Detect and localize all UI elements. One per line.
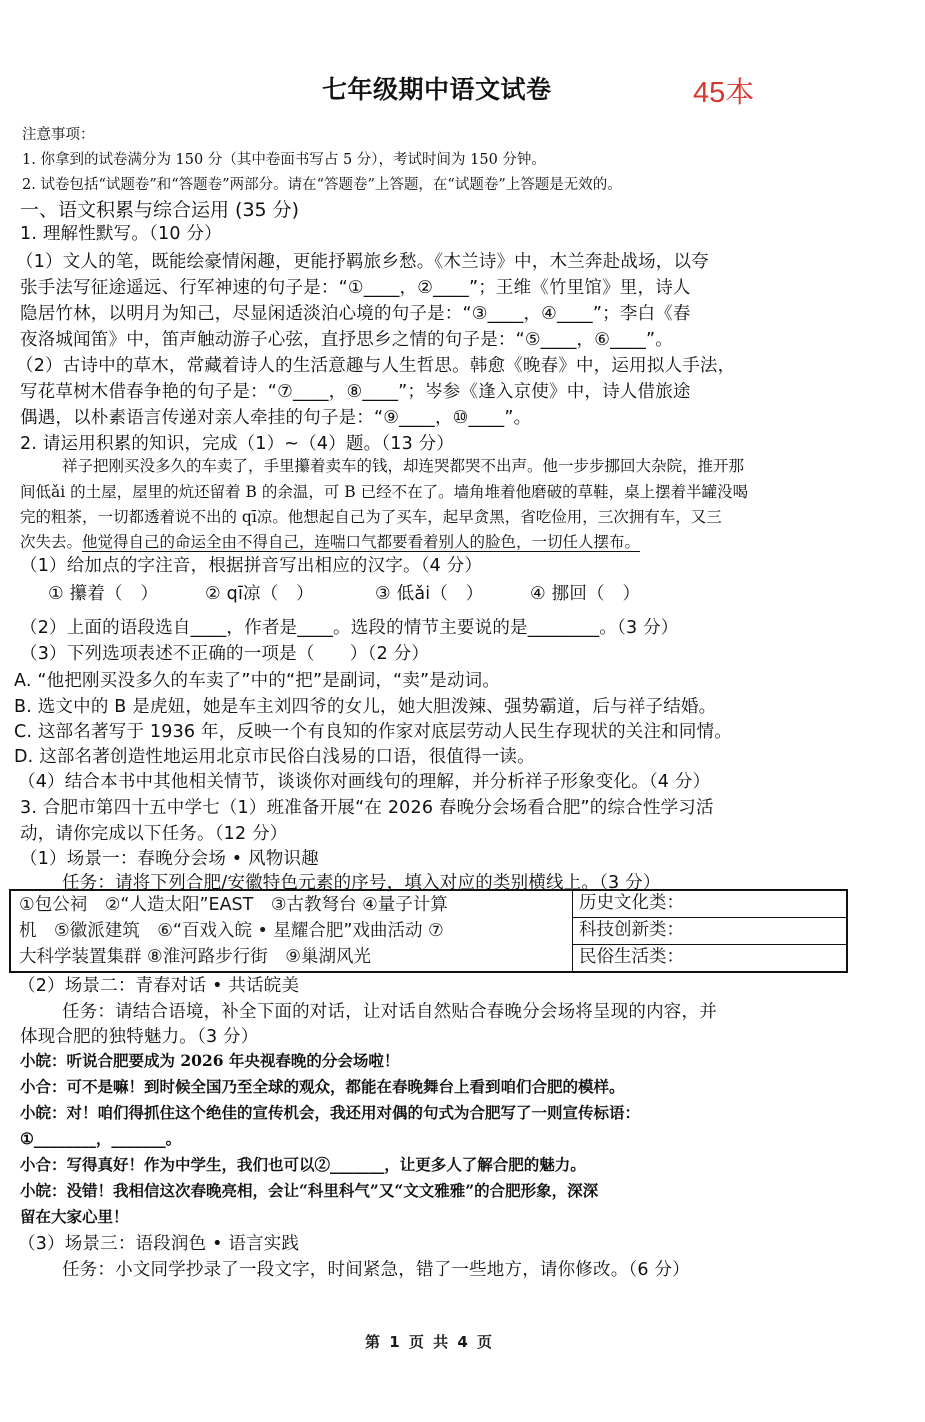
option-c: C. 这部名著写于 1936 年，反映一个有良知的作家对底层劳动人民生存现状的关注和同情。: [14, 722, 733, 742]
page-number: 第 1 页 共 4 页: [365, 1333, 494, 1351]
pinyin-item-1: ① 攥着（ ）: [48, 584, 159, 604]
pinyin-item-2: ② qī凉（ ）: [205, 584, 314, 604]
dialogue-line: 小合：可不是嘛！到时候全国乃至全球的观众，都能在春晚舞台上看到咱们合肥的模样。: [20, 1077, 625, 1096]
q1-p1-line: （1）文人的笔，既能绘豪情闲趣，更能抒羁旅乡愁。《木兰诗》中，木兰奔赴战场，以夸: [16, 252, 709, 272]
dialogue-line: 小皖：没错！我相信这次春晚亮相，会让“科里科气”又“文文雅雅”的合肥形象，深深: [20, 1181, 599, 1200]
scene2-task-line: 体现合肥的独特魅力。（3 分）: [20, 1027, 259, 1047]
q3-title-line: 动，请你完成以下任务。（12 分）: [20, 824, 288, 844]
q1-p1-line: 夜洛城闻笛》中，笛声触动游子心弦，直抒思乡之情的句子是：“⑤____，⑥____”。: [20, 330, 673, 350]
element-list: ①包公祠 ②“人造太阳”EAST ③古教弩台 ④量子计算 机 ⑤徽派建筑 ⑥“百戏入皖 • 星耀合肥”戏曲活动 ⑦ 大科学装置集群 ⑧淮河路步行街 ⑨巢湖风光: [10, 890, 573, 972]
category-history[interactable]: 历史文化类：: [573, 890, 848, 918]
pinyin-item-3: ③ 低ǎi（ ）: [375, 584, 484, 604]
q1-title: 1. 理解性默写。（10 分）: [20, 224, 222, 244]
q2-sub3-title: （3）下列选项表述不正确的一项是（ ）（2 分）: [20, 644, 430, 664]
q3-title-line: 3. 合肥市第四十五中学七（1）班准备开展“在 2026 春晚分会场看合肥”的综合性学习活: [20, 798, 714, 818]
q1-p2-line: 偶遇，以朴素语言传递对亲人牵挂的句子是：“⑨____，⑩____”。: [20, 408, 532, 428]
scene1-title: （1）场景一：春晚分会场 • 风物识趣: [20, 849, 319, 869]
exam-title: 七年级期中语文试卷: [322, 75, 552, 104]
option-a: A. “他把刚买没多久的车卖了”中的“把”是副词，“卖”是动词。: [14, 671, 501, 691]
section-heading: 一、语文积累与综合运用 (35 分): [20, 199, 300, 221]
dialogue-line: 小皖：对！咱们得抓住这个绝佳的宣传机会，我还用对偶的句式为合肥写了一则宣传标语：: [20, 1103, 641, 1122]
scene2-title: （2）场景二：青春对话 • 共话皖美: [18, 976, 300, 996]
scene3-title: （3）场景三：语段润色 • 语言实践: [18, 1234, 300, 1254]
passage-line: 间低ǎi 的土屋，屋里的炕还留着 B 的余温，可 B 已经不在了。墙角堆着他磨破的草鞋，桌上摆着半罐没喝: [20, 483, 749, 501]
q1-p2-line: 写花草树木借春争艳的句子是：“⑦____，⑧____”；岑参《逢入京使》中，诗人借旅途: [20, 382, 691, 402]
option-d: D. 这部名著创造性地运用北京市民俗白浅易的口语，很值得一读。: [14, 747, 535, 767]
dialogue-blank-1[interactable]: ①________，_______。: [20, 1129, 182, 1148]
category-table: [9, 889, 848, 973]
dialogue-line: 留在大家心里！: [20, 1207, 129, 1226]
underlined-sentence: 他觉得自己的命运全由不得自己，连喘口气都要看着别人的脸色，一切任人摆布。: [82, 533, 641, 551]
notice-heading: 注意事项：: [22, 127, 95, 143]
q2-title: 2. 请运用积累的知识，完成（1）~（4）题。（13 分）: [20, 434, 455, 454]
scene3-task: 任务：小文同学抄录了一段文字，时间紧急，错了一些地方，请你修改。（6 分）: [62, 1260, 690, 1280]
q1-p2-line: （2）古诗中的草木，常藏着诗人的生活意趣与人生哲思。韩愈《晚春》中，运用拟人手法，: [16, 356, 736, 376]
q2-sub1-title: （1）给加点的字注音，根据拼音写出相应的汉字。（4 分）: [20, 556, 483, 576]
category-tech[interactable]: 科技创新类：: [573, 918, 848, 945]
passage-line-start: 次失去。: [20, 533, 83, 551]
q1-p1-line: 张手法写征途遥远、行军神速的句子是：“①____，②____”；王维《竹里馆》里，诗人: [20, 278, 691, 298]
passage-line: 祥子把刚买没多久的车卖了，手里攥着卖车的钱，却连哭都哭不出声。他一步步挪回大杂院，推开那: [62, 457, 745, 475]
option-b: B. 选文中的 B 是虎妞，她是车主刘四爷的女儿，她大胆泼辣、强势霸道，后与祥子结婚。: [14, 697, 717, 717]
q2-sub2: （2）上面的语段选自____，作者是____。选段的情节主要说的是________。（3 分）: [20, 618, 679, 638]
q1-p1-line: 隐居竹林，以明月为知己，尽显闲适淡泊心境的句子是：“③____，④____”；李白《春: [20, 304, 691, 324]
q2-sub4: （4）结合本书中其他相关情节，谈谈你对画线句的理解，并分析祥子形象变化。（4 分）: [18, 772, 711, 792]
handwritten-stamp: 45本: [693, 77, 755, 109]
notice-item-2: 2. 试卷包括“试题卷”和“答题卷”两部分。请在“答题卷”上答题，在“试题卷”上答题是无效的。: [22, 177, 622, 193]
scene2-task-line: 任务：请结合语境，补全下面的对话，让对话自然贴合春晚分会场将呈现的内容，并: [62, 1002, 717, 1022]
scene1-task: 任务：请将下列合肥/安徽特色元素的序号，填入对应的类别横线上。（3 分）: [62, 873, 661, 893]
passage-line: 完的粗茶，一切都透着说不出的 qī凉。他想起自己为了买车，起早贪黑，省吃俭用，三次拥有车，又三: [20, 508, 722, 526]
category-folk[interactable]: 民俗生活类：: [573, 944, 848, 972]
dialogue-line: 小皖：听说合肥要成为 2026 年央视春晚的分会场啦！: [20, 1051, 400, 1070]
passage-line: [20, 530, 640, 552]
pinyin-item-4: ④ 挪回（ ）: [530, 584, 641, 604]
dialogue-line: 小合：写得真好！作为中学生，我们也可以②_______，让更多人了解合肥的魅力。: [20, 1155, 586, 1174]
notice-item-1: 1. 你拿到的试卷满分为 150 分（其中卷面书写占 5 分），考试时间为 150 分钟。: [22, 152, 546, 168]
